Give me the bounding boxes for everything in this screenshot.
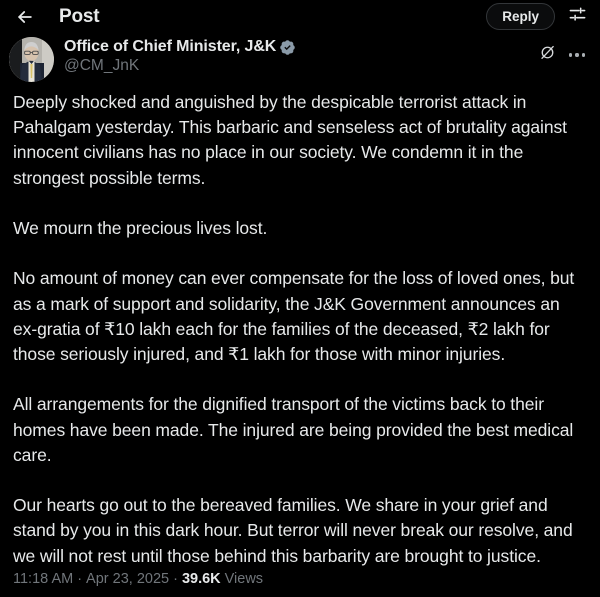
page-title: Post <box>59 6 100 27</box>
post-time[interactable]: 11:18 AM <box>13 570 74 587</box>
post-text <box>0 82 600 569</box>
metadata-separator: · <box>77 570 83 587</box>
grok-slash-circle-icon <box>539 44 556 66</box>
reply-button[interactable]: Reply <box>486 3 555 30</box>
avatar[interactable] <box>9 37 54 82</box>
display-settings-button[interactable] <box>563 3 591 31</box>
grok-button[interactable] <box>534 42 560 68</box>
post-paragraph: We mourn the precious lives lost. <box>13 218 268 238</box>
author-info <box>64 37 534 76</box>
author-display-name[interactable]: Office of Chief Minister, J&K <box>64 38 277 55</box>
back-arrow-icon <box>15 7 35 27</box>
post-date[interactable]: Apr 23, 2025 <box>86 570 170 587</box>
views-label: Views <box>224 570 264 587</box>
sliders-icon <box>568 5 587 29</box>
post-actions <box>534 37 590 68</box>
post-paragraph: All arrangements for the dignified transport of the victims back to their homes have been made. The injured are being provided the best medical care. <box>13 394 574 465</box>
post-paragraph: Our hearts go out to the bereaved families. We share in your grief and stand by you in this dark hour. But terror will never break our resolve, and we will not rest until those behind this barbarity are brought to justice. <box>13 495 573 566</box>
more-options-icon <box>569 53 585 56</box>
metadata-separator: · <box>173 570 178 587</box>
verified-check-icon <box>279 39 296 56</box>
post-paragraph: Deeply shocked and anguished by the despicable terrorist attack in Pahalgam yesterday. This barbaric and senseless act of brutality against innocent civilians has no place in our society. We condemn it in the strongest possible terms. <box>13 92 567 188</box>
views-count: 39.6K <box>181 570 221 587</box>
author-handle[interactable]: @CM_JnK <box>64 57 140 75</box>
post-metadata <box>0 569 600 597</box>
verified-badge[interactable] <box>279 39 296 56</box>
more-options-button[interactable] <box>564 42 590 68</box>
author-name-line <box>64 38 534 56</box>
top-navigation-bar <box>0 0 600 33</box>
post-paragraph: No amount of money can ever compensate for the loss of loved ones, but as a mark of support and solidarity, the J&K Government announces an ex-gratia of ₹10 lakh each for the families of the deceased, ₹2 lakh for those seriously injured, and ₹1 lakh for those with minor injuries. <box>13 268 575 364</box>
post-author-row <box>0 33 600 82</box>
avatar-image <box>9 37 54 82</box>
back-button[interactable] <box>10 2 40 32</box>
